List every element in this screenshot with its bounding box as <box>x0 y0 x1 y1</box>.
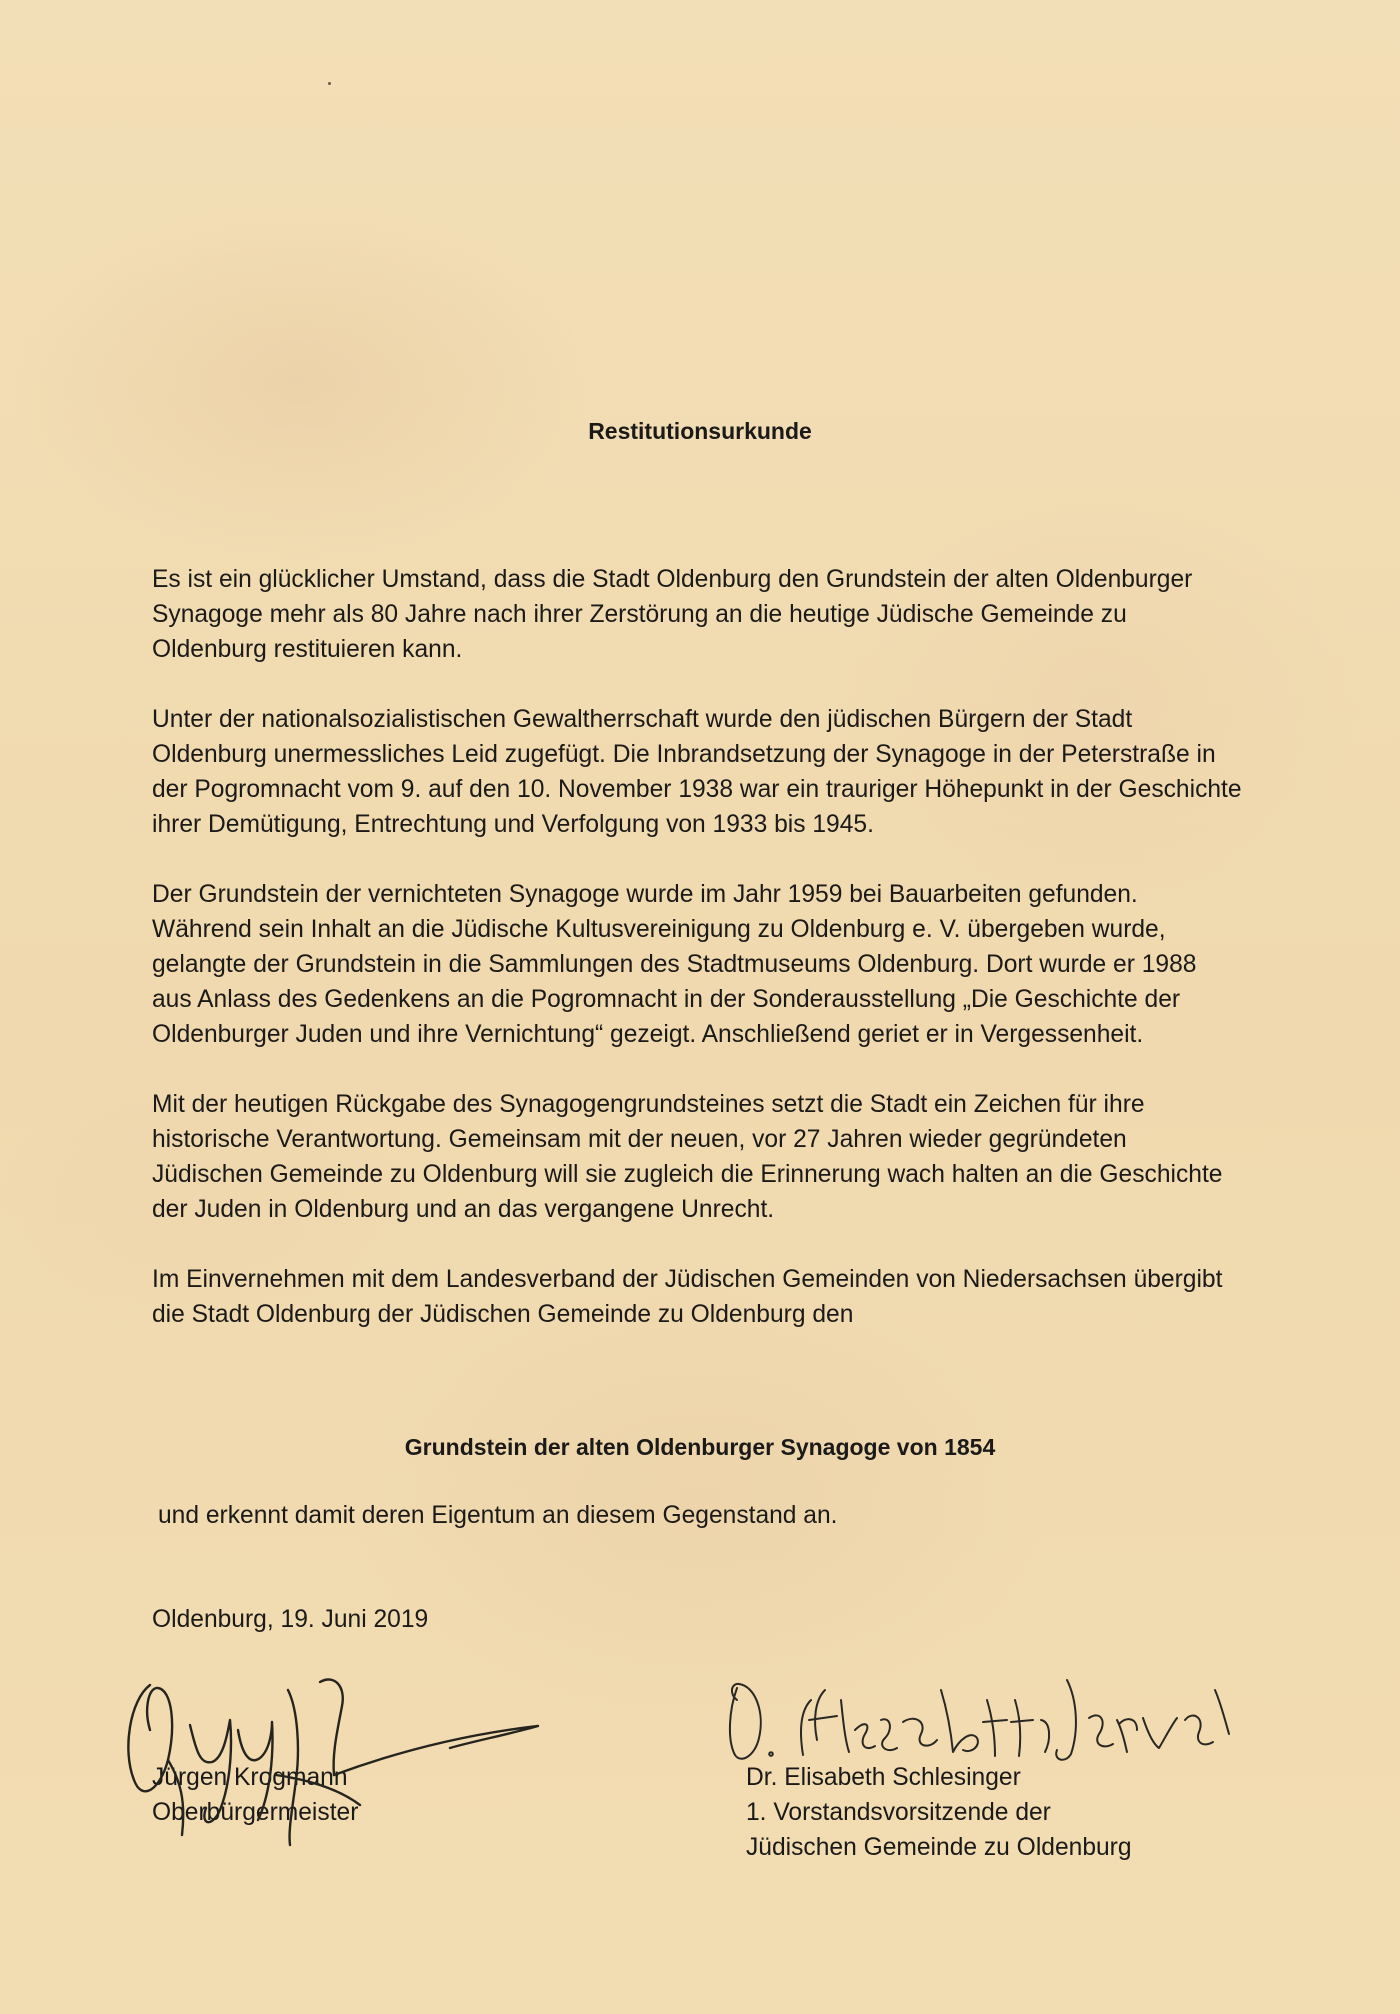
paragraph-1: Es ist ein glücklicher Umstand, dass die Stadt Oldenburg den Grundstein der alten Oldenburger Synagoge mehr als 80 Jahre nach ihrer Zerstörung an die heutige Jüdische Gemeinde zu Oldenburg restituieren kann. <box>152 566 1193 663</box>
signatory-left <box>152 1760 358 1830</box>
document-title: Restitutionsurkunde <box>588 418 812 444</box>
signatory-name: Dr. Elisabeth Schlesinger <box>746 1764 1021 1791</box>
restitution-subject: Grundstein der alten Oldenburger Synagoge von 1854 <box>404 1434 996 1460</box>
paragraph-2: Unter der nationalsozialistischen Gewaltherrschaft wurde den jüdischen Bürgern der Stadt Oldenburg unermessliches Leid zugefügt. Die Inbrandsetzung der Synagoge in der Peterstraße in der Pogromnacht vom 9. auf den 10. November 1938 war ein trauriger Höhepunkt in der Geschichte ihrer Demütigung, Entrechtung und Verfolgung von 1933 bis 1945. <box>152 706 1242 838</box>
signatory-name: Jürgen Krogmann <box>152 1764 348 1791</box>
signatory-role: 1. Vorstandsvorsitzende der <box>746 1799 1051 1826</box>
paragraph-5: Im Einvernehmen mit dem Landesverband der Jüdischen Gemeinden von Niedersachsen übergibt die Stadt Oldenburg der Jüdischen Gemeinde zu Oldenburg den <box>152 1266 1223 1328</box>
signatory-role: Jüdischen Gemeinde zu Oldenburg <box>746 1834 1132 1861</box>
place-and-date: Oldenburg, 19. Juni 2019 <box>152 1606 429 1633</box>
signatory-right <box>746 1760 1132 1865</box>
paragraph-3: Der Grundstein der vernichteten Synagoge wurde im Jahr 1959 bei Bauarbeiten gefunden. Während sein Inhalt an die Jüdische Kultusvereinigung zu Oldenburg e. V. übergeben wurde, gelangte der Grundstein in die Sammlungen des Stadtmuseums Oldenburg. Dort wurde er 1988 aus Anlass des Gedenkens an die Pogromnacht in der Sonderausstellung „Die Geschichte der Oldenburger Juden und ihre Vernichtung“ gezeigt. Anschließend geriet er in Vergessenheit. <box>152 881 1197 1048</box>
paper-speck <box>328 82 331 85</box>
document-body <box>152 562 1242 1367</box>
closing-statement: und erkennt damit deren Eigentum an diesem Gegenstand an. <box>158 1502 838 1529</box>
signatory-role: Oberbürgermeister <box>152 1799 359 1826</box>
signature-schlesinger <box>715 1660 1235 1770</box>
paragraph-4: Mit der heutigen Rückgabe des Synagogengrundsteines setzt die Stadt ein Zeichen für ihre historische Verantwortung. Gemeinsam mit der neuen, vor 27 Jahren wieder gegründeten Jüdischen Gemeinde zu Oldenburg will sie zugleich die Erinnerung wach halten an die Geschichte der Juden in Oldenburg und an das vergangene Unrecht. <box>152 1091 1223 1223</box>
